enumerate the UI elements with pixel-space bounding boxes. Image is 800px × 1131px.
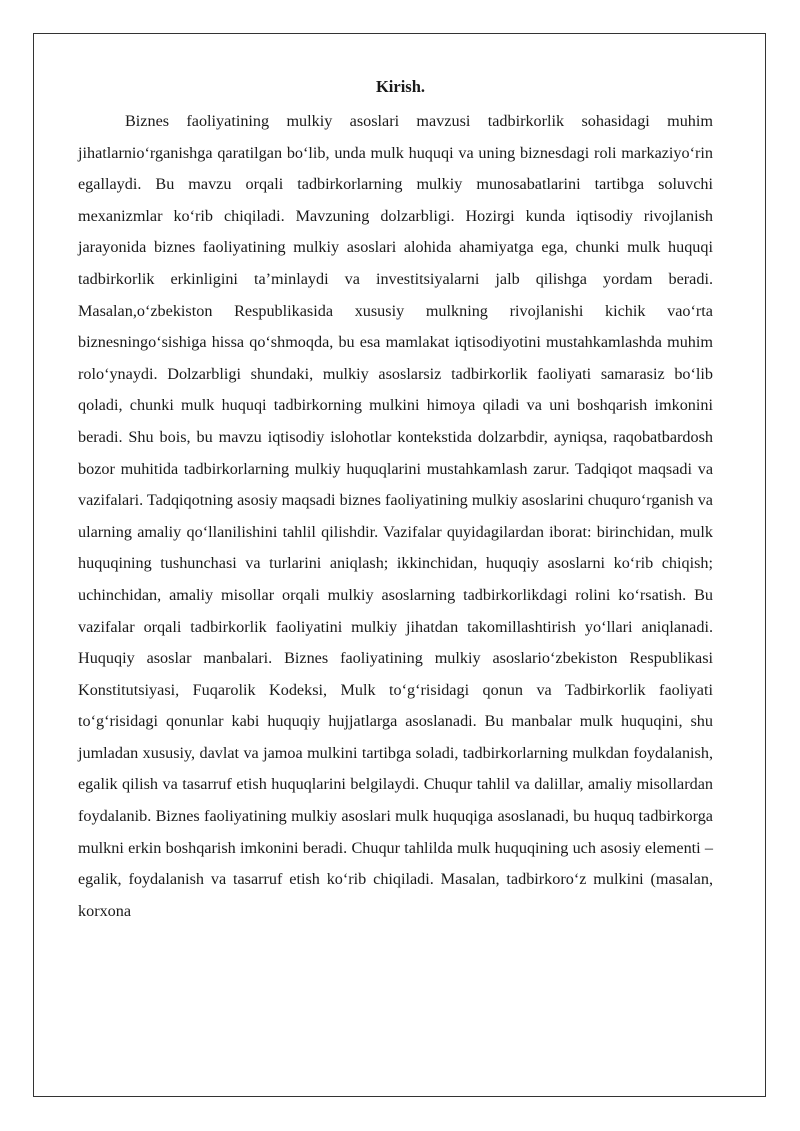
section-title: Kirish. xyxy=(375,77,426,96)
document-body xyxy=(78,72,713,927)
body-paragraph: Biznes faoliyatining mulkiy asoslari mavzusi tadbirkorlik sohasidagi muhim jihatlarnio‘rganishga qaratilgan bo‘lib, unda mulk huquqi va uning biznesdagi roli markaziyo‘rin egallaydi. Bu mavzu orqali tadbirkorlarning mulkiy munosabatlarini tartibga soluvchi mexanizmlar ko‘rib chiqiladi. Mavzuning dolzarbligi. Hozirgi kunda iqtisodiy rivojlanish jarayonida biznes faoliyatining mulkiy asoslari alohida ahamiyatga ega, chunki mulk huquqi tadbirkorlik erkinligini ta’minlaydi va investitsiyalarni jalb qilishga yordam beradi. Masalan,o‘zbekiston Respublikasida xususiy mulkning rivojlanishi kichik vao‘rta biznesningo‘sishiga hissa qo‘shmoqda, bu esa mamlakat iqtisodiyotini mustahkamlashda muhim rolo‘ynaydi. Dolzarbligi shundaki, mulkiy asoslarsiz tadbirkorlik faoliyati samarasiz bo‘lib qoladi, chunki mulk huquqi tadbirkorning mulkini himoya qiladi va uni boshqarish imkonini beradi. Shu bois, bu mavzu iqtisodiy islohotlar kontekstida dolzarbdir, ayniqsa, raqobatbardosh bozor muhitida tadbirkorlarning mulkiy huquqlarini mustahkamlash zarur. Tadqiqot maqsadi va vazifalari. Tadqiqotning asosiy maqsadi biznes faoliyatining mulkiy asoslarini chuquro‘rganish va ularning amaliy qo‘llanilishini tahlil qilishdir. Vazifalar quyidagilardan iborat: birinchidan, mulk huquqining tushunchasi va turlarini aniqlash; ikkinchidan, huquqiy asoslarni ko‘rib chiqish; uchinchidan, amaliy misollar orqali mulkiy asoslarning tadbirkorlikdagi rolini ko‘rsatish. Bu vazifalar orqali tadbirkorlik faoliyatini mulkiy jihatdan takomillashtirish yo‘llari aniqlanadi. Huquqiy asoslar manbalari. Biznes faoliyatining mulkiy asoslario‘zbekiston Respublikasi Konstitutsiyasi, Fuqarolik Kodeksi, Mulk to‘g‘risidagi qonun va Tadbirkorlik faoliyati to‘g‘risidagi qonunlar kabi huquqiy hujjatlarga asoslanadi. Bu manbalar mulk huquqini, shu jumladan xususiy, davlat va jamoa mulkini tartibga soladi, tadbirkorlarning mulkdan foydalanish, egalik qilish va tasarruf etish huquqlarini belgilaydi. Chuqur tahlil va dalillar, amaliy misollardan foydalanib. Biznes faoliyatining mulkiy asoslari mulk huquqiga asoslanadi, bu huquq tadbirkorga mulkni erkin boshqarish imkonini beradi. Chuqur tahlilda mulk huquqining uch asosiy elementi – egalik, foydalanish va tasarruf etish ko‘rib chiqiladi. Masalan, tadbirkoro‘z mulkini (masalan, korxona xyxy=(78,112,713,920)
